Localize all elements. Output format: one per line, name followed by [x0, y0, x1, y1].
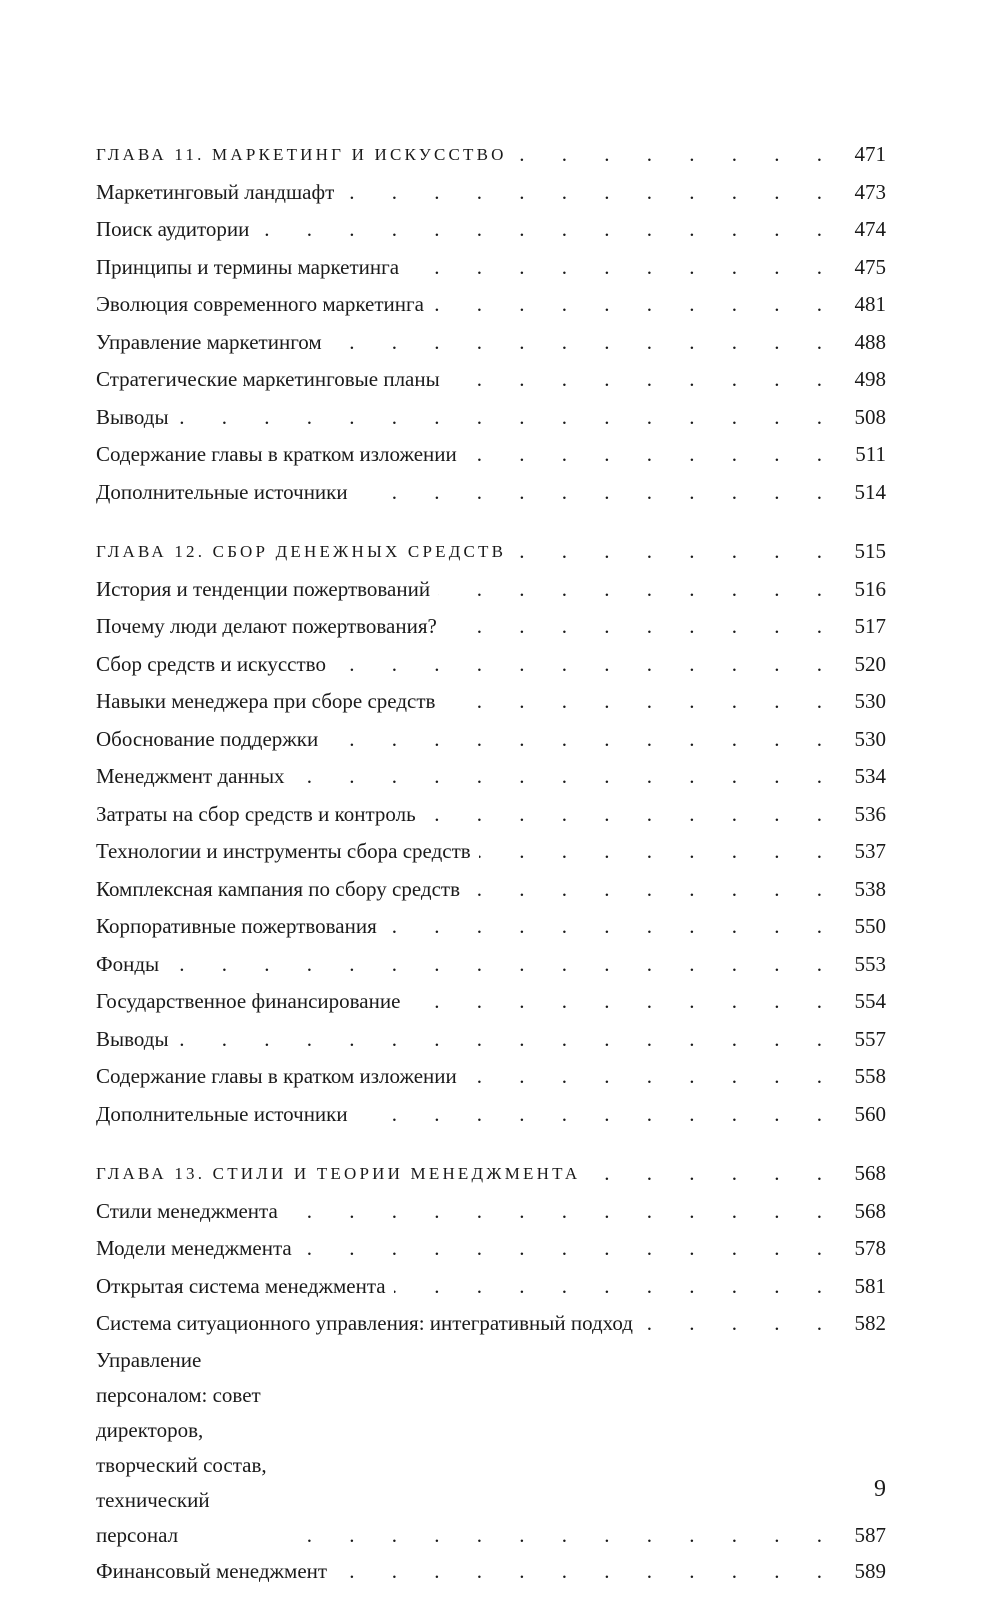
dot-leader [448, 361, 838, 399]
page-number: 530 [854, 689, 886, 713]
dot-leader [330, 324, 838, 362]
toc-entry [96, 174, 886, 212]
page-number: 537 [854, 839, 886, 863]
toc-entry [96, 1305, 886, 1343]
chapter-title: ГЛАВА 12. СБОР ДЕНЕЖНЫХ СРЕДСТВ [96, 542, 507, 561]
toc-entry [96, 211, 886, 249]
toc-entry [96, 1193, 886, 1231]
toc-entry [96, 324, 886, 362]
dot-leader [443, 683, 838, 721]
toc-entry [96, 908, 886, 946]
page-number: 530 [854, 726, 886, 751]
entry-title: Открытая система менеджмента [96, 1273, 386, 1298]
entry-title: Стратегические маркетинговые планы [96, 367, 440, 391]
page-number: 568 [854, 1198, 886, 1223]
entry-title: Дополнительные источники [96, 1101, 348, 1126]
page-number: 560 [854, 1101, 886, 1126]
dot-leader [167, 946, 838, 984]
dot-leader [479, 833, 838, 871]
toc-entry [96, 646, 886, 684]
chapter-heading [96, 533, 886, 571]
page-number: 534 [854, 764, 886, 788]
dot-leader [394, 1268, 838, 1306]
page-number: 514 [854, 479, 886, 504]
toc-entry [96, 1096, 886, 1134]
toc-entry [96, 436, 886, 474]
entry-title: Выводы [96, 404, 169, 429]
dot-leader [432, 286, 838, 324]
entry-title: Маркетинговый ландшафт [96, 179, 335, 204]
entry-title: Почему люди делают пожертвования? [96, 614, 437, 638]
page-number: 558 [854, 1064, 886, 1088]
toc-entry [96, 796, 886, 834]
dot-leader [301, 1518, 838, 1553]
entry-title: Управление маркетингом [96, 329, 322, 354]
dot-leader [257, 211, 838, 249]
dot-leader [514, 533, 838, 571]
entry-title: Навыки менеджера при сборе средств [96, 689, 436, 713]
dot-leader [468, 871, 838, 909]
page-number: 517 [854, 614, 886, 638]
dot-leader [177, 1021, 838, 1059]
entry-title: Содержание главы в кратком изложении [96, 1064, 457, 1088]
page-number: 508 [854, 404, 886, 429]
table-of-contents [96, 136, 886, 1612]
page-number: 557 [854, 1026, 886, 1051]
dot-leader [356, 474, 838, 512]
toc-entry [96, 399, 886, 437]
dot-leader [588, 1155, 838, 1193]
page-number: 488 [854, 329, 886, 354]
page-number: 538 [854, 876, 886, 901]
chapter-title: ГЛАВА 13. СТИЛИ И ТЕОРИИ МЕНЕДЖМЕНТА [96, 1164, 581, 1183]
dot-leader [293, 758, 838, 796]
toc-entry [96, 249, 886, 287]
toc-entry [96, 474, 886, 512]
entry-title: Государственное финансирование [96, 989, 401, 1013]
toc-entry [96, 871, 886, 909]
dot-leader [356, 1096, 838, 1134]
page-number: 568 [854, 1161, 886, 1185]
toc-entry [96, 721, 886, 759]
entry-title: Модели менеджмента [96, 1236, 292, 1260]
entry-title: Финансовый менеджмент [96, 1558, 328, 1583]
page-number: 471 [854, 142, 886, 166]
page-number: 578 [854, 1236, 886, 1260]
page-number: 550 [854, 914, 886, 938]
toc-entry [96, 758, 886, 796]
entry-title: Технологии и инструменты сбора средств [96, 839, 471, 863]
entry-title: Принципы и термины маркетинга [96, 254, 400, 279]
entry-title: Обоснование поддержки [96, 726, 319, 751]
page-number: 475 [854, 254, 886, 279]
dot-leader [300, 1230, 838, 1268]
dot-leader [385, 908, 838, 946]
chapter-title: ГЛАВА 11. МАРКЕТИНГ И ИСКУССТВО [96, 145, 507, 164]
entry-title: Дополнительные источники [96, 479, 348, 504]
chapter-heading [96, 136, 886, 174]
toc-entry [96, 1058, 886, 1096]
dot-leader [326, 721, 838, 759]
toc-entry [96, 361, 886, 399]
toc-entry [96, 946, 886, 984]
page-number: 582 [854, 1311, 886, 1335]
dot-leader [424, 796, 838, 834]
dot-leader [334, 646, 838, 684]
page-number: 474 [854, 217, 886, 241]
chapter-13 [96, 1155, 886, 1590]
toc-entry [96, 608, 886, 646]
entry-title: Выводы [96, 1026, 169, 1051]
toc-entry [96, 833, 886, 871]
toc-entry [96, 1553, 886, 1591]
entry-title: Управление персоналом: совет директоров, творческий состав, технический персонал [96, 1347, 267, 1547]
entry-title: Фонды [96, 951, 160, 976]
page-folio: 9 [874, 1476, 886, 1502]
dot-leader [438, 571, 838, 609]
toc-entry [96, 983, 886, 1021]
entry-title: Система ситуационного управления: интегративный подход [96, 1311, 633, 1335]
dot-leader [465, 436, 838, 474]
entry-title: Сбор средств и искусство [96, 651, 326, 676]
toc-entry [96, 1230, 886, 1268]
entry-title: Комплексная кампания по сбору средств [96, 876, 460, 901]
toc-entry [96, 286, 886, 324]
dot-leader [177, 399, 838, 437]
page-number: 516 [854, 576, 886, 601]
toc-entry [96, 683, 886, 721]
dot-leader [641, 1305, 838, 1343]
entry-title: История и тенденции пожертвований [96, 576, 431, 601]
entry-title: Стили менеджмента [96, 1198, 278, 1223]
entry-title: Затраты на сбор средств и контроль [96, 801, 416, 826]
page-number: 554 [854, 989, 886, 1013]
page-number: 481 [854, 292, 886, 316]
page-number: 473 [854, 179, 886, 204]
toc-entry [96, 1268, 886, 1306]
toc-entry [96, 1021, 886, 1059]
entry-title: Корпоративные пожертвования [96, 914, 377, 938]
page-number: 515 [854, 539, 886, 563]
toc-entry [96, 571, 886, 609]
page-number: 587 [854, 1522, 886, 1547]
dot-leader [445, 608, 838, 646]
dot-leader [408, 983, 838, 1021]
dot-leader [465, 1058, 838, 1096]
dot-leader [407, 249, 838, 287]
page-number: 589 [854, 1558, 886, 1583]
entry-title: Содержание главы в кратком изложении [96, 442, 457, 466]
chapter-heading [96, 1155, 886, 1193]
page-number: 581 [854, 1273, 886, 1298]
page-number: 553 [854, 951, 886, 976]
dot-leader [286, 1193, 838, 1231]
entry-title: Эволюция современного маркетинга [96, 292, 424, 316]
page-number: 511 [855, 442, 886, 466]
page-number: 520 [854, 651, 886, 676]
page-number: 498 [854, 367, 886, 391]
toc-entry [96, 1343, 886, 1553]
dot-leader [335, 1553, 838, 1591]
dot-leader [515, 136, 838, 174]
entry-title: Поиск аудитории [96, 217, 250, 241]
page-number: 536 [854, 801, 886, 826]
chapter-11 [96, 136, 886, 511]
dot-leader [342, 174, 838, 212]
entry-title: Менеджмент данных [96, 764, 285, 788]
chapter-12 [96, 533, 886, 1133]
